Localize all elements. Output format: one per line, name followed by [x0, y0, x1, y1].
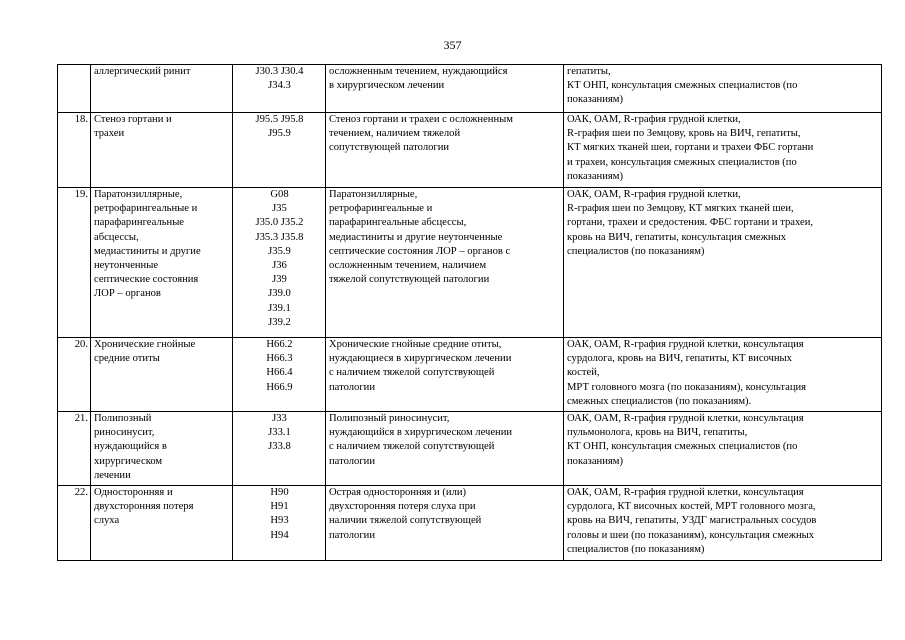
row-number [58, 65, 91, 113]
examinations-text: гепатиты, КТ ОНП, консультация смежных специалистов (по показаниям) [564, 65, 882, 113]
examinations-text: ОАК, ОАМ, R-графия грудной клетки, консультация сурдолога, КТ височных костей, МРТ головного мозга, кровь на ВИЧ, гепатиты, УЗДГ магистральных сосудов головы и шеи (по показаниям), консультация смежных специалистов (по показаниям) [564, 486, 882, 561]
icd-codes: H66.2 H66.3 H66.4 H66.9 [233, 338, 326, 412]
icd-codes: J95.5 J95.8 J95.9 [233, 113, 326, 188]
icd-codes: J30.3 J30.4 J34.3 [233, 65, 326, 113]
indication-text: осложненным течением, нуждающийся в хирургическом лечении [326, 65, 564, 113]
diagnosis-name: Стеноз гортани и трахеи [91, 113, 233, 188]
diagnosis-name: Паратонзиллярные, ретрофарингеальные и парафарингеальные абсцессы, медиастиниты и другие неутонченные септические состояния ЛОР – органов [91, 188, 233, 338]
indication-text: Паратонзиллярные, ретрофарингеальные и парафарингеальные абсцессы, медиастиниты и другие неутонченные септические состояния ЛОР – органов с осложненным течением, наличием тяжелой сопутствующей патологии [326, 188, 564, 338]
examinations-text: ОАК, ОАМ, R-графия грудной клетки, консультация сурдолога, кровь на ВИЧ, гепатиты, КТ височных костей, МРТ головного мозга (по показаниям), консультация смежных специалистов (по показаниям). [564, 338, 882, 412]
icd-codes: G08 J35 J35.0 J35.2 J35.3 J35.8 J35.9 J36 J39 J39.0 J39.1 J39.2 [233, 188, 326, 338]
indication-text: Хронические гнойные средние отиты, нуждающиеся в хирургическом лечении с наличием тяжелой сопутствующей патологии [326, 338, 564, 412]
table-row [58, 188, 882, 338]
row-number: 19. [58, 188, 91, 338]
icd-codes: J33 J33.1 J33.8 [233, 412, 326, 486]
diagnosis-name: аллергический ринит [91, 65, 233, 113]
examinations-text: ОАК, ОАМ, R-графия грудной клетки, консультация пульмонолога, кровь на ВИЧ, гепатиты, КТ ОНП, консультация смежных специалистов (по показаниям) [564, 412, 882, 486]
examinations-text: ОАК, ОАМ, R-графия грудной клетки, R-графия шеи по Земцову, КТ мягких тканей шеи, гортани, трахеи и средостения. ФБС гортани и трахеи, кровь на ВИЧ, гепатиты, консультация смежных специалистов (по показаниям) [564, 188, 882, 338]
icd-codes: H90 H91 H93 H94 [233, 486, 326, 561]
indication-text: Острая односторонняя и (или) двухсторонняя потеря слуха при наличии тяжелой сопутствующей патологии [326, 486, 564, 561]
table-row [58, 113, 882, 188]
table-row [58, 65, 882, 113]
examinations-text: ОАК, ОАМ, R-графия грудной клетки, R-графия шеи по Земцову, кровь на ВИЧ, гепатиты, КТ мягких тканей шеи, гортани и трахеи ФБС гортани и трахеи, консультация смежных специалистов (по показаниям) [564, 113, 882, 188]
indication-text: Полипозный риносинусит, нуждающийся в хирургическом лечении с наличием тяжелой сопутствующей патологии [326, 412, 564, 486]
row-number: 22. [58, 486, 91, 561]
row-number: 20. [58, 338, 91, 412]
row-number: 21. [58, 412, 91, 486]
diagnosis-name: Хронические гнойные средние отиты [91, 338, 233, 412]
table-row [58, 338, 882, 412]
diagnosis-name: Полипозный риносинусит, нуждающийся в хирургическом лечении [91, 412, 233, 486]
row-number: 18. [58, 113, 91, 188]
table-row [58, 486, 882, 561]
page-number: 357 [443, 38, 462, 52]
indication-text: Стеноз гортани и трахеи с осложненным течением, наличием тяжелой сопутствующей патологии [326, 113, 564, 188]
table-row [58, 412, 882, 486]
procedures-table [57, 64, 882, 561]
diagnosis-name: Односторонняя и двухсторонняя потеря слуха [91, 486, 233, 561]
